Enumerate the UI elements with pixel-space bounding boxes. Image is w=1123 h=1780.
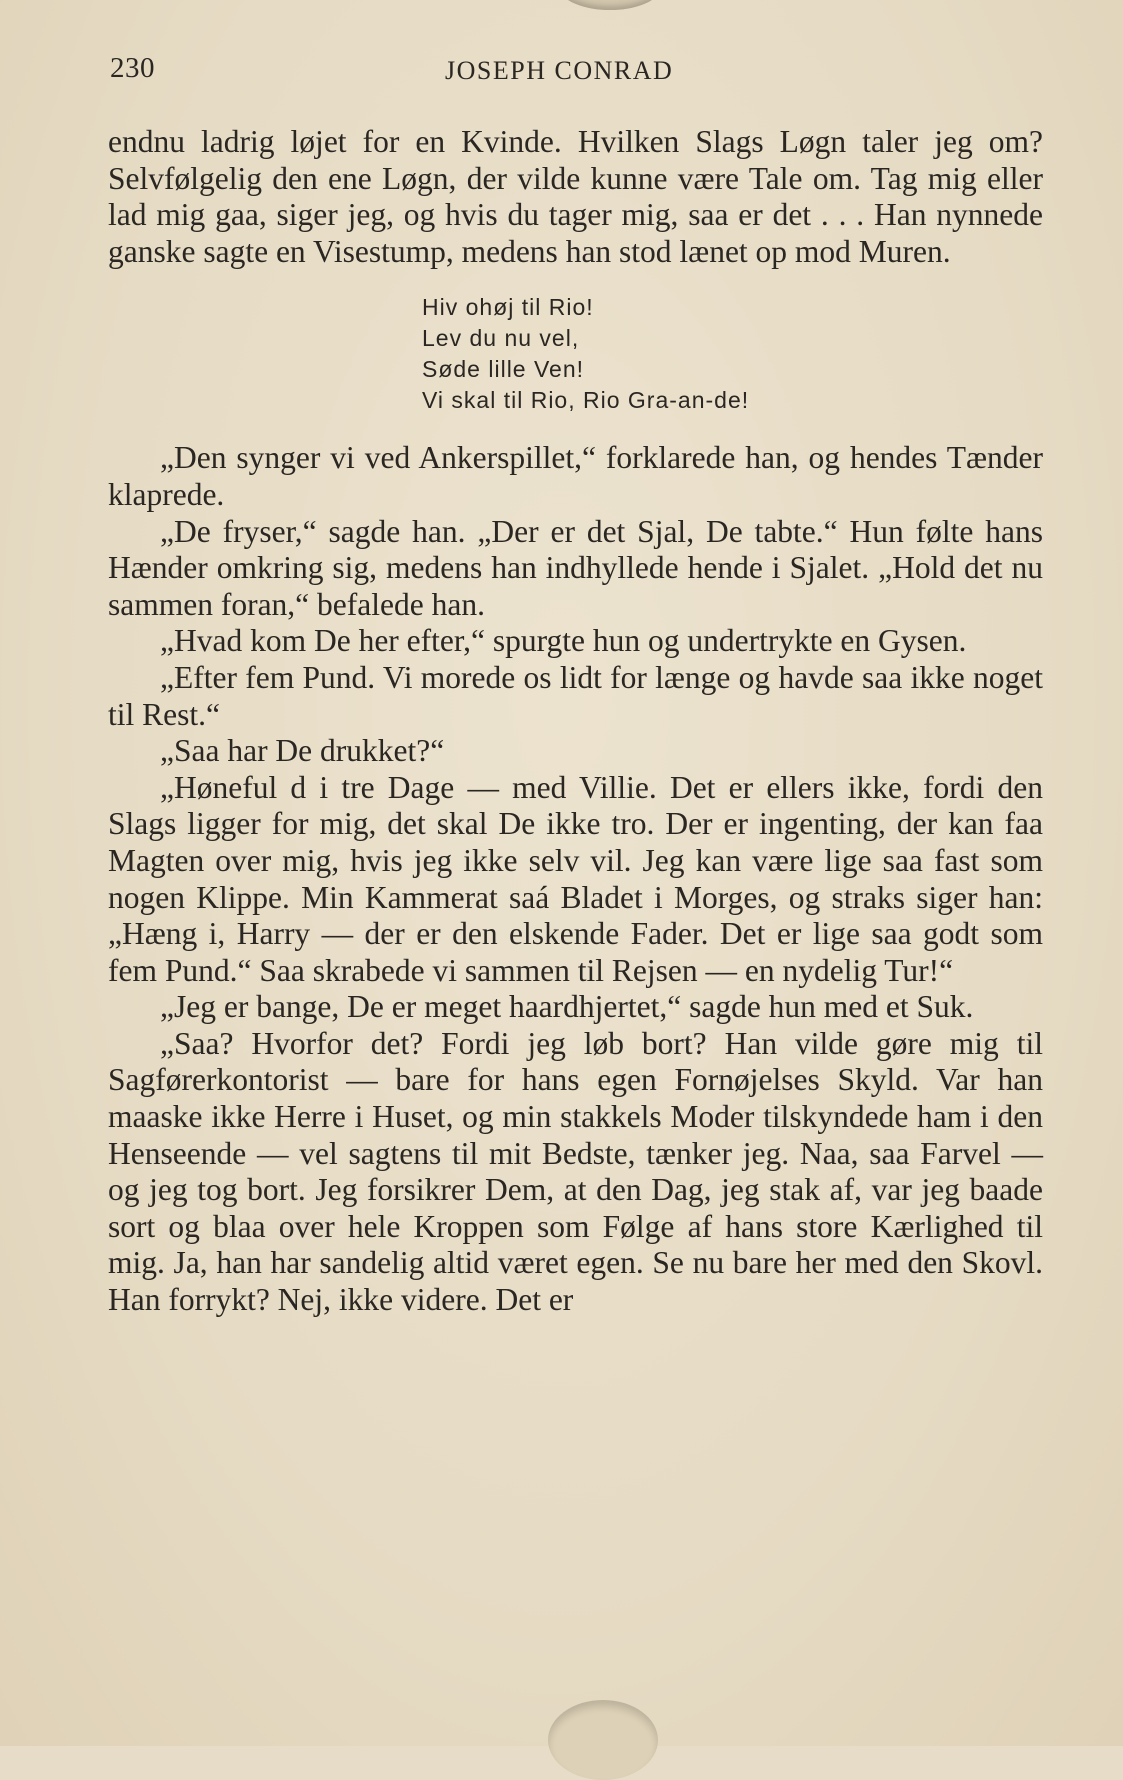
paragraph: „Saa har De drukket?“ [160,733,445,769]
song-line: Søde lille Ven! [422,356,585,383]
song-line: Lev du nu vel, [422,325,580,352]
song-verse [422,292,1043,416]
page-hole-bottom [548,1700,658,1780]
song-line: Vi skal til Rio, Rio Gra-an-de! [422,387,750,414]
body-text [108,124,1043,1319]
paragraph: „Den synger vi ved Ankerspillet,“ forklarede han, og hendes Tænder klaprede. [108,440,1043,512]
page-hole-top [560,0,660,10]
paragraph: „Saa? Hvorfor det? Fordi jeg løb bort? Han vilde gøre mig til Sagførerkontorist — bare for hans egen Fornøjelses Skyld. Var han maaske ikke Herre i Huset, og min stakkels Moder tilskyndede ham i den Henseende — vel sagtens til mit Bedste, tænker jeg. Naa, saa Farvel — og jeg tog bort. Jeg forsikrer Dem, at den Dag, jeg stak af, var jeg baade sort og blaa over hele Kroppen som Følge af hans store Kærlighed til mig. Ja, han har sandelig altid været egen. Se nu bare her med den Skovl. Han forrykt? Nej, ikke videre. Det er [108,1025,1043,1318]
paragraph: „Efter fem Pund. Vi morede os lidt for længe og havde saa ikke noget til Rest.“ [108,659,1043,732]
page-number: 230 [110,52,155,84]
paragraph: „Jeg er bange, De er meget haardhjertet,“ sagde hun med et Suk. [160,989,974,1025]
paragraph: „Høneful d i tre Dage — med Villie. Det er ellers ikke, fordi den Slags ligger for mig, det skal De ikke tro. Der er ingenting, der kan faa Magten over mig, hvis jeg ikke selv vil. Jeg kan være lige saa fast som nogen Klippe. Min Kammerat saá Bladet i Morges, og straks siger han: „Hæng i, Harry — der er den elskende Fader. Det er lige saa godt som fem Pund.“ Saa skrabede vi sammen til Rejsen — en nydelig Tur!“ [108,769,1043,988]
paragraph: „De fryser,“ sagde han. „Der er det Sjal, De tabte.“ Hun følte hans Hænder omkring sig, medens han indhyllede hende i Sjalet. „Hold det nu sammen foran,“ befalede han. [108,513,1043,622]
paragraph: endnu ladrig løjet for en Kvinde. Hvilken Slags Løgn taler jeg om? Selvfølgelig den ene Løgn, der vilde kunne være Tale om. Tag mig eller lad mig gaa, siger jeg, og hvis du tager mig, saa er det . . . Han nynnede ganske sagte en Visestump, medens han stod lænet op mod Muren. [108,124,1043,269]
page-header [110,52,1040,92]
paragraph: „Hvad kom De her efter,“ spurgte hun og undertrykte en Gysen. [160,623,967,659]
running-head: JOSEPH CONRAD [445,56,674,85]
song-line: Hiv ohøj til Rio! [422,294,594,321]
